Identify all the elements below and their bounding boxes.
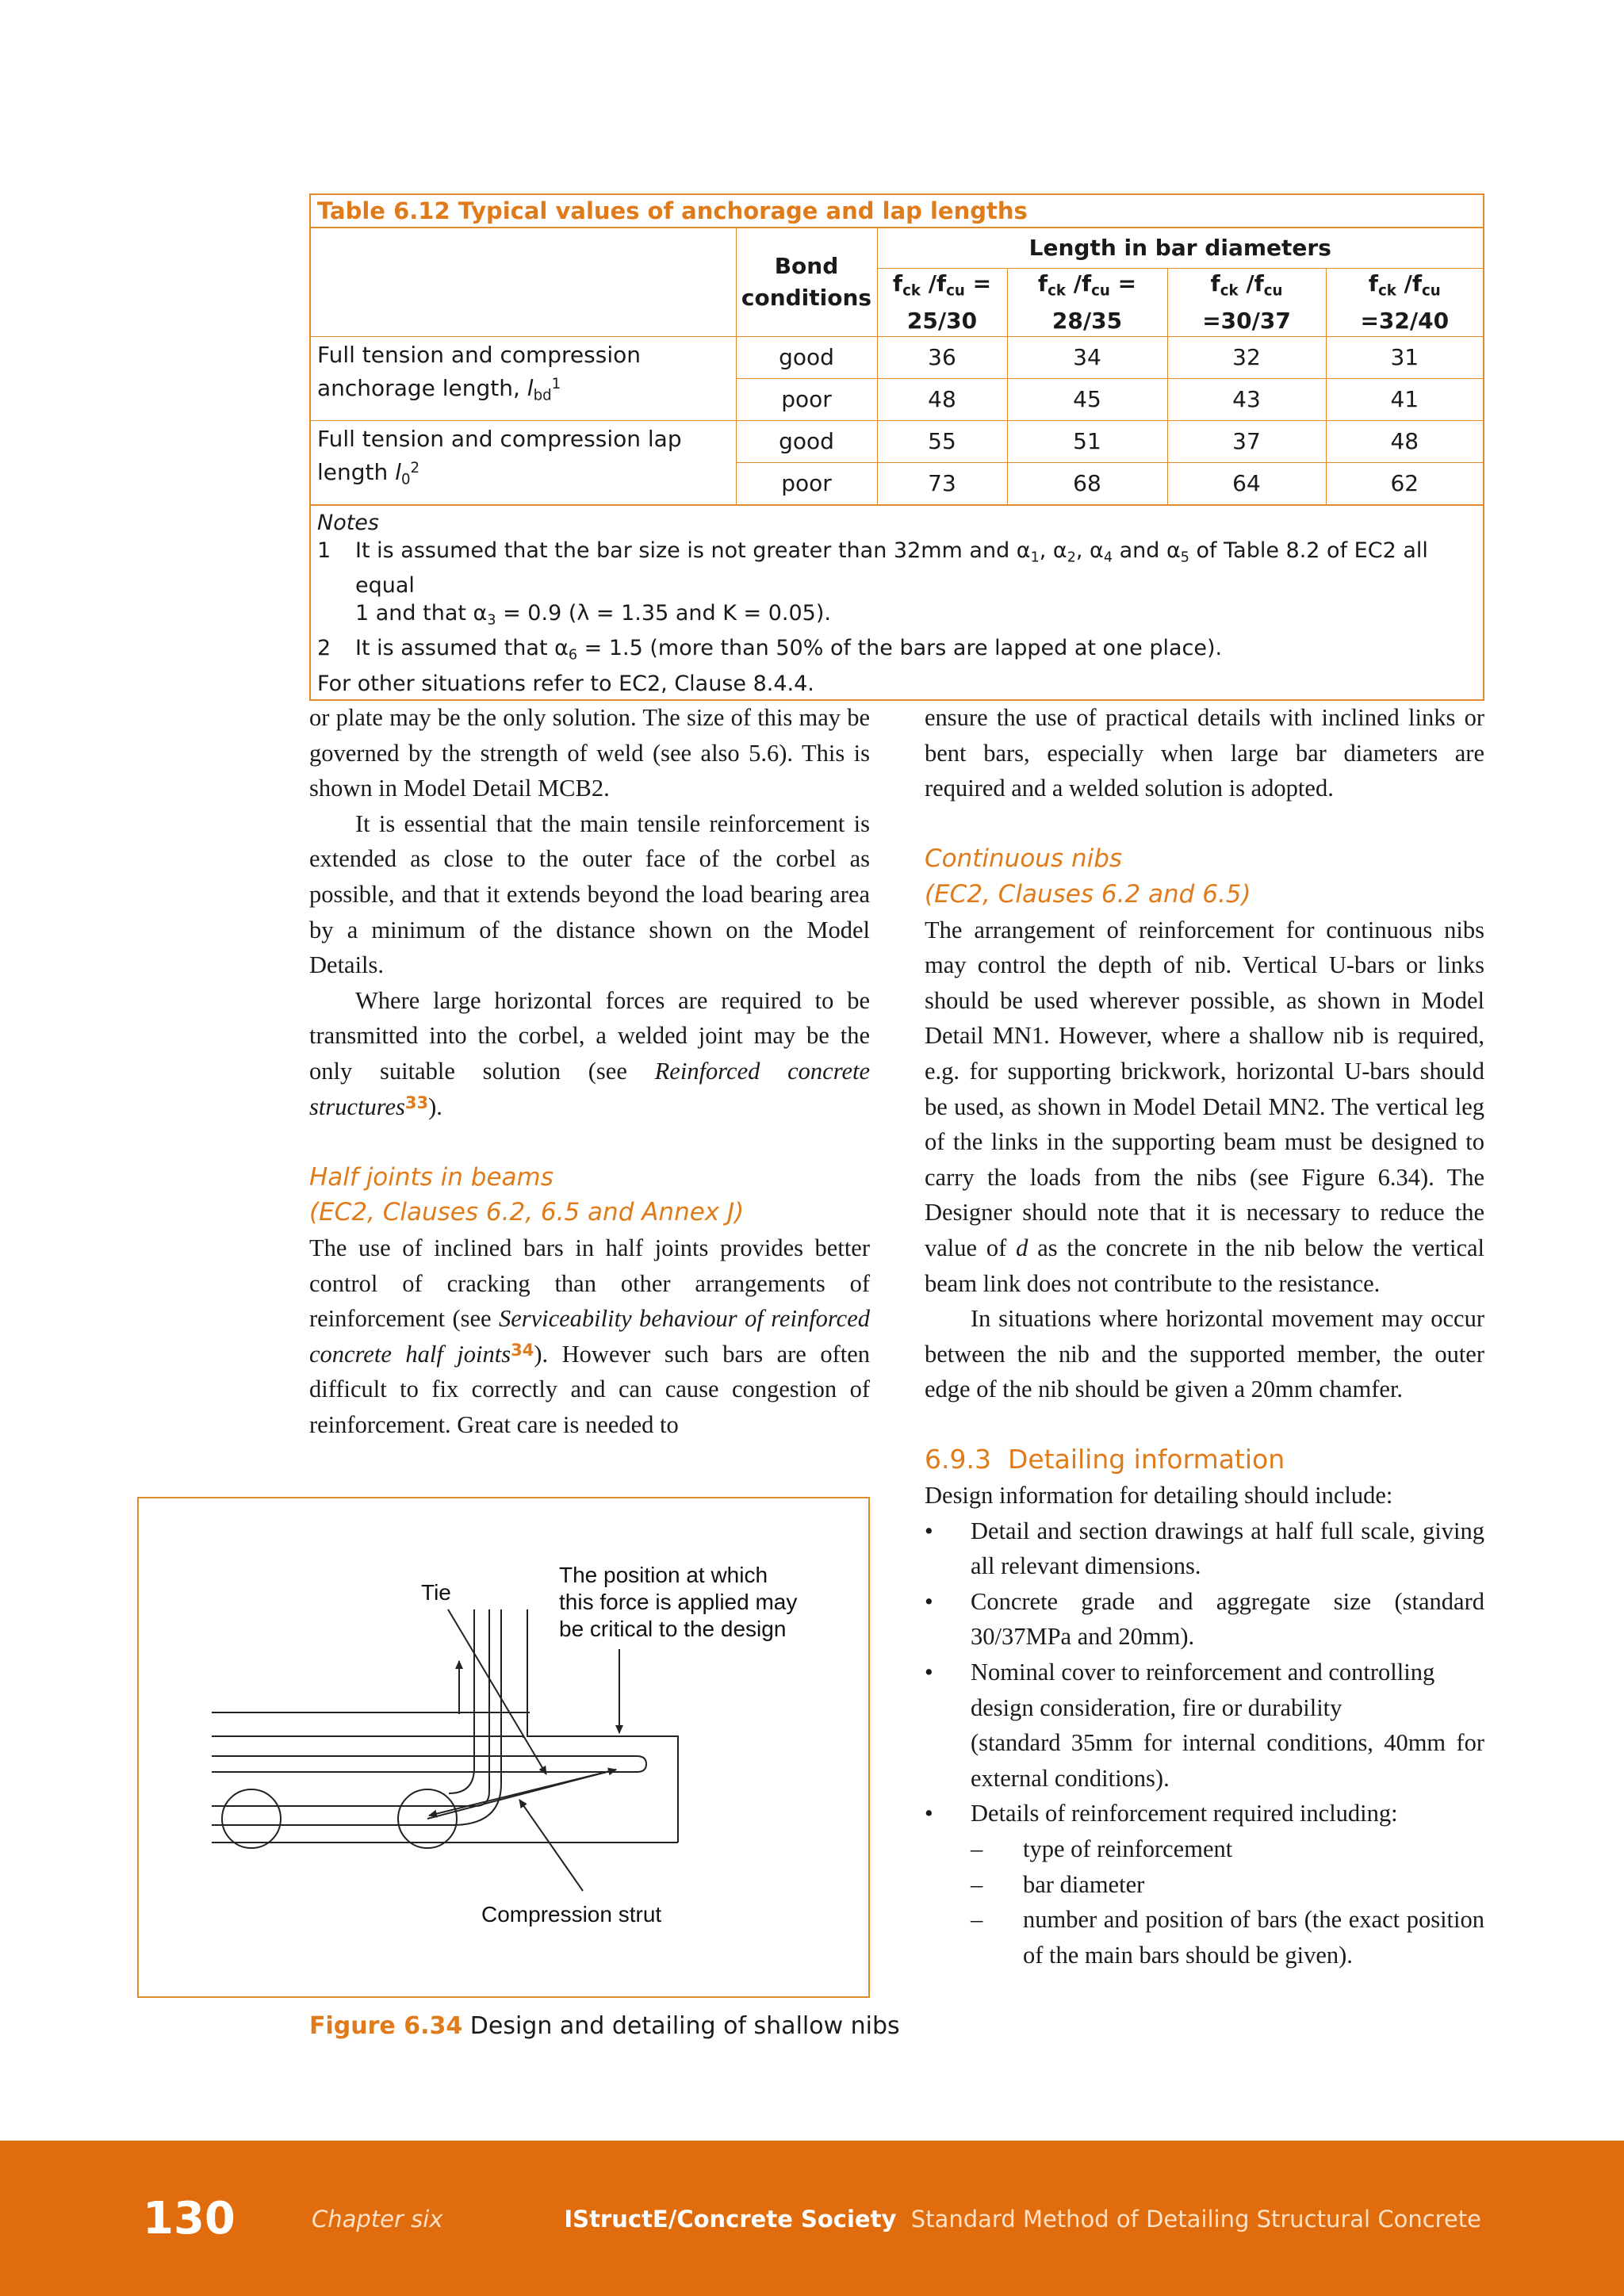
paragraph: or plate may be the only solution. The size of this may be governed by the strength of weld (see also 5.6). This is shown in Model Detail MCB2. — [309, 704, 870, 802]
note-3: For other situations refer to EC2, Clause 8.4.4. — [317, 671, 814, 696]
list-item: • Details of reinforcement required including: — [925, 1800, 1398, 1827]
sub-list-item: – number and position of bars (the exact position of the main bars should be given). — [971, 1906, 1484, 1969]
left-column — [309, 700, 870, 1442]
length-group-header: Length in bar diameters — [877, 228, 1483, 268]
bar-section — [222, 1789, 281, 1848]
nib-outline — [527, 1609, 678, 1843]
table-empty-header — [311, 228, 736, 336]
figure-caption — [309, 2012, 900, 2040]
paragraph: ensure the use of practical details with inclined links or bent bars, especially when large bar diameters are required and a welded solution is adopted. — [925, 704, 1484, 802]
right-column — [925, 700, 1484, 1973]
row-label-lap: Full tension and compression lap length $l_0^2$ — [311, 420, 736, 504]
value-cell: 55 — [877, 420, 1007, 462]
link-bar-return — [449, 1609, 474, 1793]
value-cell: 32 — [1167, 336, 1326, 378]
value-cell: 73 — [877, 462, 1007, 504]
beam-outline — [212, 1736, 523, 1738]
value-cell: 48 — [1326, 420, 1483, 462]
tie-arrow — [448, 1609, 546, 1774]
row-label-anchorage: Full tension and compression anchorage length, $l_{bd}^1$ — [311, 336, 736, 420]
paragraph: Design information for detailing should include: — [925, 1482, 1393, 1510]
value-cell: 34 — [1007, 336, 1167, 378]
bond-cell: good — [736, 336, 877, 378]
paragraph: The arrangement of reinforcement for continuous nibs may control the depth of nib. Vertical U-bars or links should be used wherever possible, as shown in Model Detail MN1. However, where a shallow nib is required, e.g. for supporting brickwork, horizontal U-bars should be used, as shown in Model Detail MN2. The vertical leg of the links in the supporting beam must be designed to carry the loads from the nibs (see Figure 6.34). The Designer should note that it is necessary to reduce the value of d as the concrete in the nib below the vertical beam link does not contribute to the resistance. — [925, 916, 1484, 1297]
label-position-line3: be critical to the design — [559, 1617, 787, 1641]
figure-6-34-box — [137, 1497, 870, 1998]
heading-detailing-information: 6.9.3 Detailing information — [925, 1444, 1285, 1475]
list-item: • Nominal cover to reinforcement and controlling design consideration, fire or durability (standard 35mm for internal conditions, 40mm for external conditions). — [925, 1659, 1484, 1792]
figure-caption-text: Design and detailing of shallow nibs — [462, 2012, 900, 2040]
label-compression-strut: Compression strut — [481, 1902, 662, 1927]
bond-cell: poor — [736, 462, 877, 504]
value-cell: 36 — [877, 336, 1007, 378]
value-cell: 48 — [877, 378, 1007, 420]
publication-title: IStructE/Concrete Society Standard Method of Detailing Structural Concrete — [564, 2206, 1481, 2233]
bond-conditions-header: Bond conditions — [736, 228, 877, 336]
paragraph: The use of inclined bars in half joints provides better control of cracking than other arrangements of reinforcement (see Serviceability behaviour of reinforced concrete half joints$^{34}$). However such bars are often difficult to fix correctly and can cause congestion of reinforcement. Great care is needed to — [309, 1234, 870, 1438]
paragraph: Where large horizontal forces are required to be transmitted into the corbel, a welded joint may be the only suitable solution (see Reinforced concrete structures$^{33}$). — [309, 986, 871, 1120]
sub-list-item: – type of reinforcement — [971, 1835, 1233, 1862]
paragraph: In situations where horizontal movement may occur between the nib and the supported member, the outer edge of the nib should be given a 20mm chamfer. — [925, 1305, 1484, 1403]
reference-33: 33 — [404, 1093, 429, 1112]
value-cell: 62 — [1326, 462, 1483, 504]
value-cell: 31 — [1326, 336, 1483, 378]
note-1: 1 It is assumed that the bar size is not greater than 32mm and $\alpha_1$, $\alpha_2$, $\alpha_4$ and $\alpha_5$ of Table 8.2 of EC2 all equal 1 and that $\alpha_3 = 0.9$ (λ = 1.35 and K = 0.05). — [317, 538, 1428, 629]
heading-half-joints: Half joints in beams (EC2, Clauses 6.2, 6.5 and Annex J) — [309, 1162, 745, 1227]
figure-label: Figure 6.34 — [309, 2012, 463, 2040]
col-header-1: $f_{ck}$ $/f_{cu}$ = 25/30 — [877, 268, 1007, 336]
heading-continuous-nibs: Continuous nibs (EC2, Clauses 6.2 and 6.5) — [925, 844, 1251, 909]
page-number: 130 — [143, 2193, 236, 2244]
col-header-2: $f_{ck}$ $/f_{cu}$ = 28/35 — [1007, 268, 1167, 336]
note-2: 2 It is assumed that $\alpha_6 = 1.5$ (more than 50% of the bars are lapped at one place). — [317, 636, 1223, 664]
col-header-4: $f_{ck}$ $/f_{cu}$ =32/40 — [1326, 268, 1483, 336]
link-bar-outer — [212, 1609, 489, 1806]
bond-cell: good — [736, 420, 877, 462]
value-cell: 41 — [1326, 378, 1483, 420]
label-position-line2: this force is applied may — [559, 1590, 798, 1614]
sub-list-item: – bar diameter — [971, 1870, 1145, 1898]
reference-34: 34 — [511, 1340, 534, 1360]
table-6-12 — [309, 193, 1484, 701]
u-bar — [212, 1756, 646, 1772]
anchorage-lap-table — [311, 228, 1483, 505]
page-footer — [0, 2141, 1624, 2296]
list-item: • Concrete grade and aggregate size (standard 30/37MPa and 20mm). — [925, 1587, 1484, 1651]
value-cell: 51 — [1007, 420, 1167, 462]
value-cell: 43 — [1167, 378, 1326, 420]
value-cell: 68 — [1007, 462, 1167, 504]
list-item: • Detail and section drawings at half full scale, giving all relevant dimensions. — [925, 1517, 1484, 1580]
table-notes — [311, 505, 1483, 699]
value-cell: 37 — [1167, 420, 1326, 462]
value-cell: 64 — [1167, 462, 1326, 504]
bond-cell: poor — [736, 378, 877, 420]
col-header-3: $f_{ck}$ $/f_{cu}$ =30/37 — [1167, 268, 1326, 336]
table-caption: Table 6.12 Typical values of anchorage and lap lengths — [311, 195, 1483, 228]
paragraph: It is essential that the main tensile reinforcement is extended as close to the outer face of the corbel as possible, and that it extends beyond the load bearing area by a minimum of the distance shown on the Model Details. — [309, 809, 870, 979]
chapter-label: Chapter six — [312, 2206, 443, 2233]
strut-leader — [519, 1800, 583, 1891]
shallow-nib-diagram — [139, 1498, 868, 1996]
label-tie: Tie — [421, 1580, 451, 1605]
label-position-line1: The position at which — [559, 1563, 768, 1587]
value-cell: 45 — [1007, 378, 1167, 420]
notes-title: Notes — [317, 510, 379, 535]
